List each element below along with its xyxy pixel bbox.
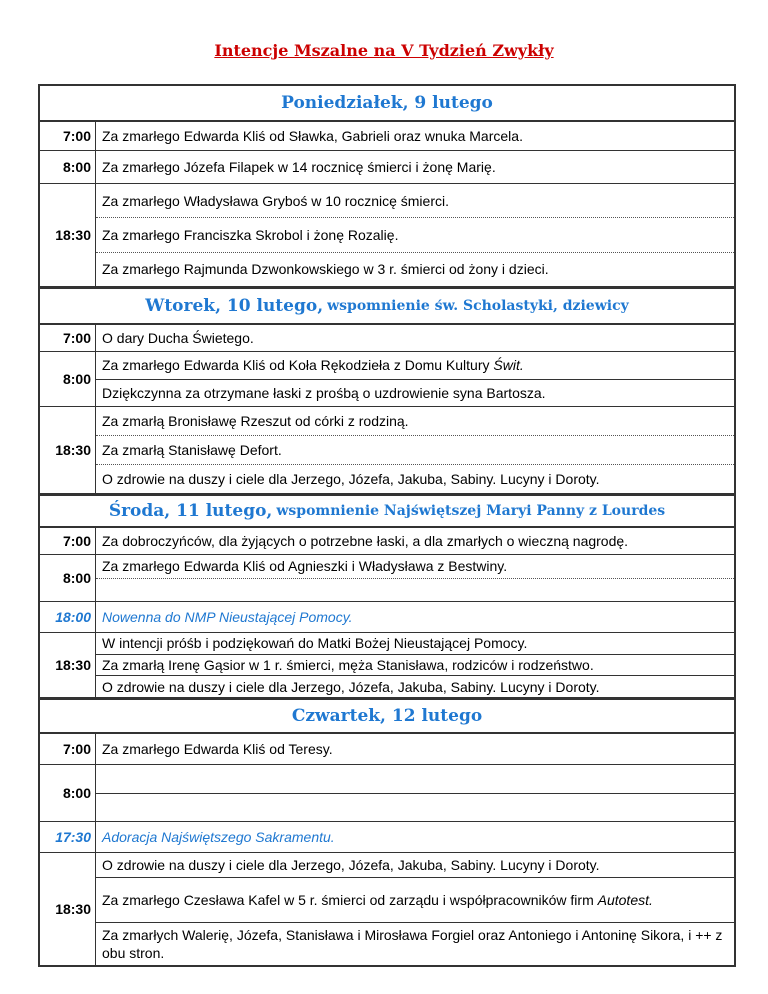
intention: Za zmarłą Bronisławę Rzeszut od córki z rodziną.	[102, 413, 409, 429]
intention: Za zmarłego Władysława Gryboś w 10 rocznicę śmierci.	[102, 192, 449, 209]
day-memorial: wspomnienie Najświętszej Maryi Panny z Lourdes	[276, 503, 666, 519]
mass-time: 7:00	[40, 528, 96, 554]
mass-row	[40, 325, 734, 352]
intention: Za zmarłego Józefa Filapek w 14 rocznicę śmierci i żonę Marię.	[102, 159, 496, 175]
mass-row	[40, 184, 734, 287]
page-title: Intencje Mszalne na V Tydzień Zwykły	[214, 41, 554, 60]
mass-row	[40, 555, 734, 602]
intention: Za zmarłego Edwarda Kliś od Agnieszki i Władysława z Bestwiny.	[102, 558, 508, 575]
mass-time: 18:30	[40, 184, 96, 286]
mass-time: 8:00	[40, 765, 96, 821]
devotion-time: 18:00	[40, 602, 96, 632]
devotion-text: Nowenna do NMP Nieustającej Pomocy.	[102, 609, 353, 625]
intention: Za zmarłych Walerię, Józefa, Stanisława i Mirosława Forgiel oraz Antoniego i Antoninę Sikora, i ++ z obu stron.	[96, 922, 734, 965]
mass-row	[40, 407, 734, 494]
intention: O zdrowie na duszy i ciele dla Jerzego, Józefa, Jakuba, Sabiny. Lucyny i Doroty.	[96, 675, 734, 697]
mass-time: 8:00	[40, 555, 96, 601]
day-memorial: wspomnienie św. Scholastyki, dziewicy	[327, 298, 629, 314]
intention-italic-text: Autotest.	[597, 892, 653, 908]
intention: O zdrowie na duszy i ciele dla Jerzego, Józefa, Jakuba, Sabiny. Lucyny i Doroty.	[96, 464, 734, 493]
mass-time: 7:00	[40, 734, 96, 764]
mass-time: 7:00	[40, 122, 96, 150]
intention: Dziękczynna za otrzymane łaski z prośbą o uzdrowienie syna Bartosza.	[96, 379, 734, 407]
intention: Za zmarłego Edwarda Kliś od Teresy.	[102, 741, 333, 757]
mass-row	[40, 765, 734, 822]
intention: Za zmarłego Franciszka Skrobol i żonę Rozalię.	[96, 217, 734, 251]
mass-time: 8:00	[40, 352, 96, 406]
mass-row-devotion	[40, 602, 734, 633]
devotion-time: 17:30	[40, 822, 96, 852]
intention	[96, 877, 734, 922]
mass-time: 18:30	[40, 633, 96, 697]
intention-empty	[96, 793, 734, 822]
mass-row-devotion	[40, 822, 734, 853]
intention-empty	[96, 765, 734, 793]
intention-empty	[96, 578, 734, 602]
day-header-thursday	[40, 698, 734, 734]
day-header-monday	[40, 86, 734, 122]
intention-italic-text: Świt.	[493, 357, 524, 374]
mass-row	[40, 352, 734, 407]
intentions-table	[38, 84, 736, 967]
intention-text: Za zmarłego Czesława Kafel w 5 r. śmierci od zarządu i współpracowników firm	[102, 892, 594, 908]
mass-row	[40, 151, 734, 184]
day-header-wednesday	[40, 494, 734, 528]
day-header-tuesday	[40, 287, 734, 325]
mass-time: 18:30	[40, 853, 96, 965]
intention: Za zmarłego Edwarda Kliś od Sławka, Gabrieli oraz wnuka Marcela.	[102, 128, 523, 144]
intention: Za zmarłą Irenę Gąsior w 1 r. śmierci, męża Stanisława, rodziców i rodzeństwo.	[96, 654, 734, 676]
devotion-text: Adoracja Najświętszego Sakramentu.	[102, 829, 335, 845]
mass-time: 7:00	[40, 325, 96, 351]
mass-row	[40, 633, 734, 698]
day-name: Wtorek, 10 lutego,	[145, 296, 324, 316]
intention: O dary Ducha Świetego.	[102, 330, 254, 346]
intention: Za zmarłego Rajmunda Dzwonkowskiego w 3 r. śmierci od żony i dzieci.	[96, 252, 734, 286]
intention: Za zmarłą Stanisławę Defort.	[96, 435, 734, 464]
mass-row	[40, 122, 734, 151]
mass-row	[40, 734, 734, 765]
day-name: Środa, 11 lutego,	[108, 501, 273, 521]
mass-row	[40, 528, 734, 555]
intention-text: Za zmarłego Edwarda Kliś od Koła Rękodzieła z Domu Kultury	[102, 357, 490, 374]
day-name: Czwartek, 12 lutego	[291, 706, 483, 726]
mass-time: 8:00	[40, 151, 96, 183]
intention	[96, 352, 734, 379]
intention: O zdrowie na duszy i ciele dla Jerzego, Józefa, Jakuba, Sabiny. Lucyny i Doroty.	[102, 857, 600, 873]
mass-row	[40, 853, 734, 965]
mass-time: 18:30	[40, 407, 96, 493]
intention: Za dobroczyńców, dla żyjących o potrzebne łaski, a dla zmarłych o wieczną nagrodę.	[102, 533, 629, 549]
day-name: Poniedziałek, 9 lutego	[281, 93, 493, 113]
intention: W intencji próśb i podziękowań do Matki Bożej Nieustającej Pomocy.	[102, 635, 528, 652]
